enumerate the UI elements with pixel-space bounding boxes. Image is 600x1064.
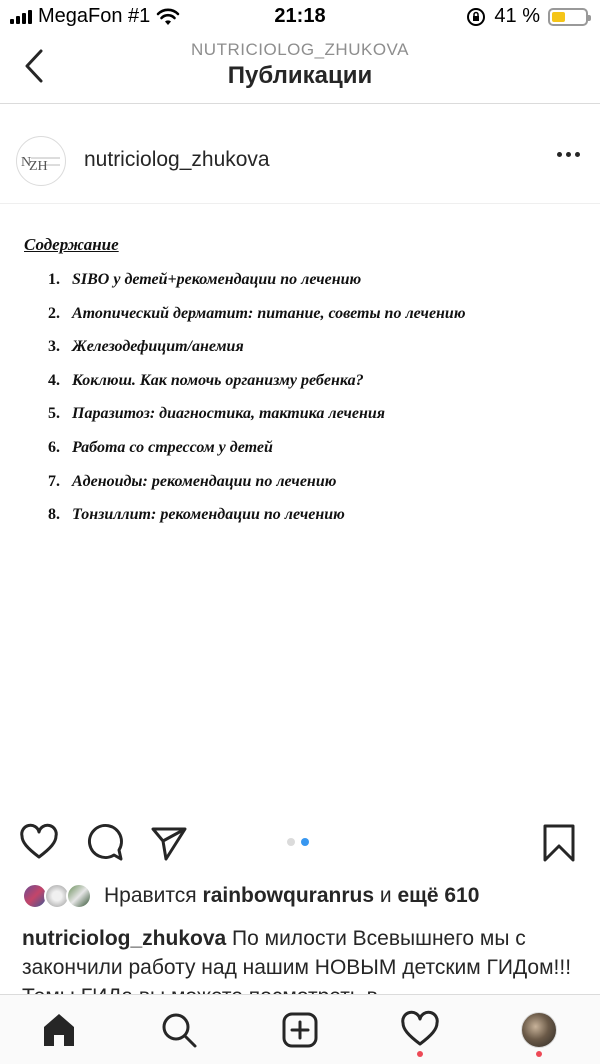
rotation-lock-icon xyxy=(466,7,486,27)
save-button[interactable] xyxy=(538,822,580,864)
bottom-tab-bar xyxy=(0,994,600,1064)
contents-item-number: 7. xyxy=(48,472,60,490)
contents-item-number: 2. xyxy=(48,304,60,322)
contents-item-number: 6. xyxy=(48,438,60,456)
heart-icon xyxy=(401,1013,439,1047)
contents-item-number: 4. xyxy=(48,371,60,389)
likes-count[interactable]: ещё 610 xyxy=(397,884,480,907)
contents-item-text: Тонзиллит: рекомендации по лечению xyxy=(72,506,345,524)
post-username[interactable]: nutriciolog_zhukova xyxy=(84,148,270,171)
like-button[interactable] xyxy=(18,822,60,864)
liker-avatars xyxy=(22,882,98,910)
comment-button[interactable] xyxy=(84,822,126,864)
page-title: Публикации xyxy=(227,62,373,89)
notification-dot xyxy=(536,1051,542,1057)
contents-item-number: 8. xyxy=(48,506,60,524)
contents-item-text: Работа со стрессом у детей xyxy=(72,438,273,456)
contents-item-text: Железодефицит/анемия xyxy=(72,338,244,356)
search-icon xyxy=(160,1011,198,1049)
likes-prefix: Нравится xyxy=(104,884,197,907)
carousel-dot xyxy=(287,838,295,846)
post-header xyxy=(0,118,600,204)
contents-item-text: Паразитоз: диагностика, тактика лечения xyxy=(72,405,385,423)
brand-logo-icon xyxy=(20,149,62,173)
contents-item xyxy=(48,437,466,471)
contents-item-text: Коклюш. Как помочь организму ребенка? xyxy=(72,371,364,389)
likes-row[interactable] xyxy=(22,880,479,912)
contents-item xyxy=(48,403,466,437)
contents-item xyxy=(48,471,466,505)
header-subtitle: NUTRICIOLOG_ZHUKOVA xyxy=(191,40,409,59)
caption-text: По милости Всевышнего мы с закончили работу над нашим НОВЫМ детским ГИДом!!! xyxy=(22,927,572,979)
battery-percent: 41 % xyxy=(494,5,540,27)
nav-header xyxy=(0,34,600,104)
clock: 21:18 xyxy=(274,5,326,27)
home-icon xyxy=(40,1011,78,1049)
likes-connector: и xyxy=(379,884,392,907)
tab-home[interactable] xyxy=(38,1009,80,1051)
avatar[interactable] xyxy=(16,136,66,186)
contents-item-text: Атопический дерматит: питание, советы по лечению xyxy=(72,304,466,322)
post-caption xyxy=(22,924,582,988)
caption-username[interactable]: nutriciolog_zhukova xyxy=(22,927,227,950)
status-right xyxy=(466,5,588,28)
battery-icon xyxy=(548,8,588,26)
liker-username[interactable]: rainbowquranrus xyxy=(202,884,375,907)
contents-item-number: 3. xyxy=(48,338,60,356)
share-button[interactable] xyxy=(148,822,190,864)
contents-item xyxy=(48,336,466,370)
post-image[interactable] xyxy=(0,205,600,803)
heart-icon xyxy=(20,826,58,860)
more-options-icon[interactable] xyxy=(557,152,580,157)
profile-avatar xyxy=(521,1012,557,1048)
contents-item-text: Аденоиды: рекомендации по лечению xyxy=(72,472,337,490)
battery-level xyxy=(552,12,565,22)
add-icon xyxy=(281,1011,319,1049)
carousel-dot xyxy=(301,838,309,846)
contents-item-number: 5. xyxy=(48,405,60,423)
contents-item xyxy=(48,504,466,538)
comment-icon xyxy=(86,824,124,862)
contents-item xyxy=(48,303,466,337)
tab-search[interactable] xyxy=(158,1009,200,1051)
status-bar xyxy=(0,0,600,34)
bookmark-icon xyxy=(542,823,576,863)
tab-new-post[interactable] xyxy=(279,1009,321,1051)
contents-item-text: SIBO у детей+рекомендации по лечению xyxy=(72,271,362,288)
notification-dot xyxy=(417,1051,423,1057)
svg-text:N: N xyxy=(21,155,32,170)
svg-text:ZH: ZH xyxy=(29,159,48,174)
contents-item xyxy=(48,370,466,404)
contents-item-number: 1. xyxy=(48,271,60,288)
contents-list xyxy=(48,269,466,538)
carousel-dots xyxy=(287,838,309,846)
post-actions xyxy=(0,818,600,868)
tab-activity[interactable] xyxy=(399,1009,441,1051)
contents-heading: Содержание xyxy=(24,235,119,254)
tab-profile[interactable] xyxy=(518,1009,560,1051)
liker-avatar xyxy=(66,883,92,909)
carrier-label: MegaFon #1 xyxy=(38,5,151,27)
contents-item xyxy=(48,269,466,303)
send-icon xyxy=(150,825,188,861)
